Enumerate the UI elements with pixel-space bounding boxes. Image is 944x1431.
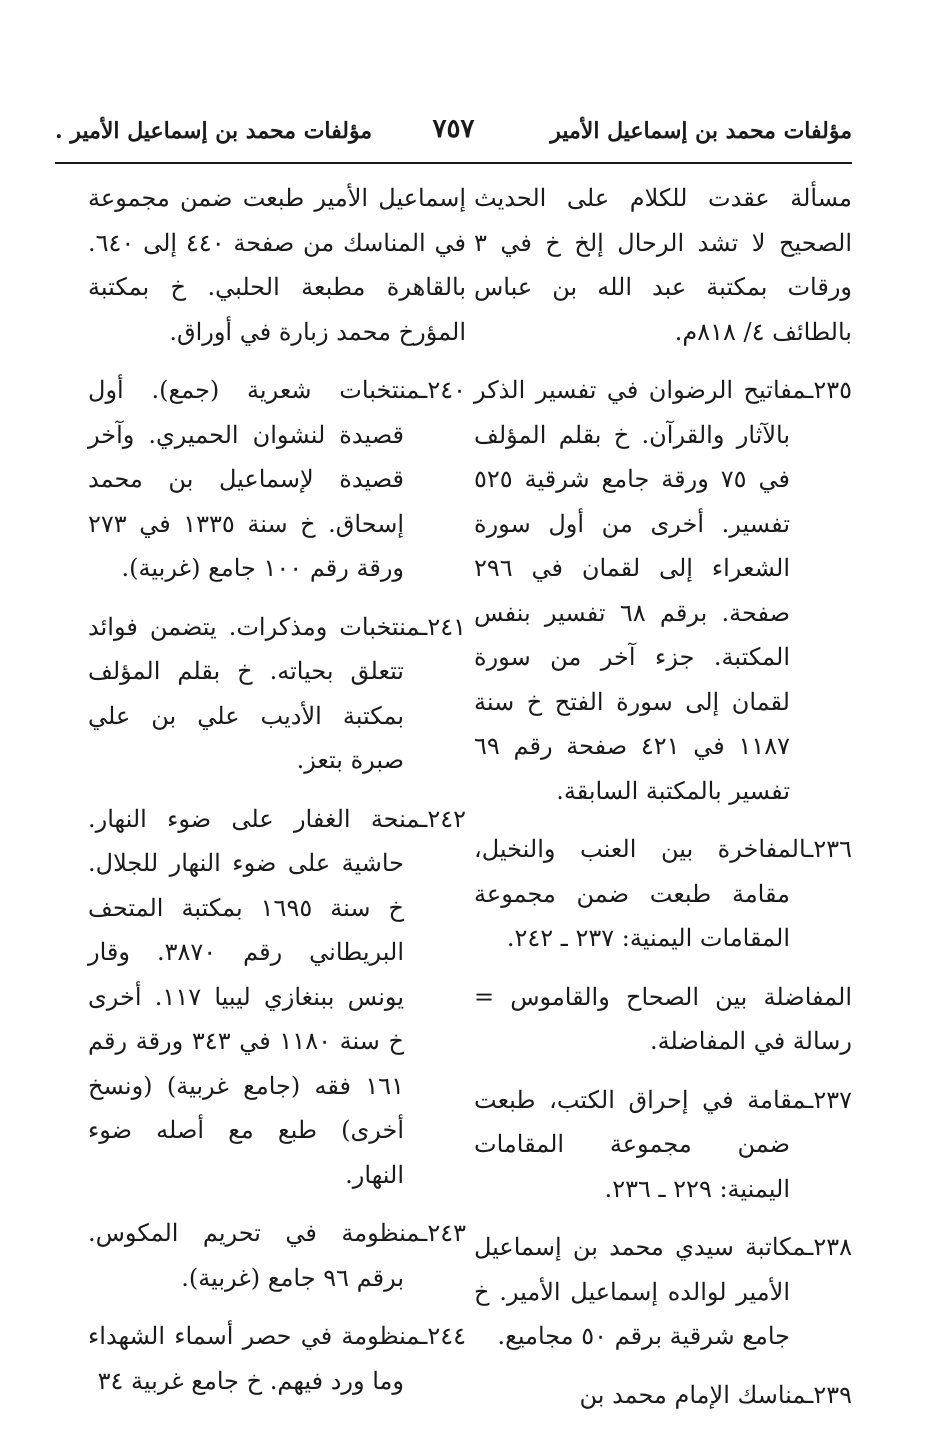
entry-text: منحة الغفار على ضوء النهار. حاشية على ضوء النهار للجلال. خ سنة ١٦٩٥ بمكتبة المتحف البريطاني رقم ٣٨٧٠. وقار يونس ببنغازي ليبيا ١١٧. أخرى خ سنة ١١٨٠ في ٣٤٣ ورقة رقم ١٦١ فقه (جامع غربية) (ونسخ أخرى) طبع مع أصله ضوء النهار.	[88, 804, 421, 1189]
bibliography-entry	[88, 1211, 466, 1300]
bibliography-entry	[88, 1314, 466, 1403]
entry-text: منظومة في حصر أسماء الشهداء وما ورد فيهم. خ جامع غربية ٣٤	[88, 1322, 421, 1395]
entry-text: مفاتيح الرضوان في تفسير الذكر بالآثار والقرآن. خ بقلم المؤلف في ٧٥ ورقة جامع شرقية ٥٢٥ تفسير. أخرى من أول سورة الشعراء إلى لقمان في ٢٩٦ صفحة. برقم ٦٨ تفسير بنفس المكتبة. جزء آخر من سورة لقمان إلى سورة الفتح خ سنة ١١٨٧ في ٤٢١ صفحة رقم ٦٩ تفسير بالمكتبة السابقة.	[474, 376, 807, 805]
entry-number: ٢٤١ـ	[420, 612, 466, 641]
entry-number: ٢٣٩ـ	[806, 1380, 852, 1409]
entry-number: ٢٤٣ـ	[420, 1219, 466, 1247]
bibliography-entry	[474, 1373, 852, 1418]
entry-text: المفاضلة بين الصحاح والقاموس = رسالة في المفاضلة.	[474, 982, 852, 1055]
entry-text: إسماعيل الأمير طبعت ضمن مجموعة في المناسك من صفحة ٤٤٠ إلى ٦٤٠. بالقاهرة مطبعة الحلبي. خ بمكتبة المؤرخ محمد زبارة في أوراق.	[88, 184, 466, 346]
left-column	[88, 176, 466, 1417]
running-header	[55, 112, 852, 164]
entry-text: مقامة في إحراق الكتب، طبعت ضمن مجموعة المقامات اليمنية: ٢٢٩ ـ ٢٣٦.	[474, 1085, 807, 1203]
entry-text: منتخبات ومذكرات. يتضمن فوائد تتعلق بحياته. خ بقلم المؤلف بمكتبة الأديب علي بن علي صبرة بتعز.	[88, 612, 421, 774]
right-column	[474, 176, 852, 1431]
entry-text: مناسك الإمام محمد بن	[579, 1380, 807, 1409]
header-title-left: مؤلفات محمد بن إسماعيل الأمير .	[55, 118, 373, 144]
header-title-right: مؤلفات محمد بن إسماعيل الأمير	[550, 118, 852, 144]
entry-number: ٢٤٤ـ	[420, 1322, 466, 1350]
page-number: ٧٥٧	[432, 114, 475, 144]
bibliography-entry	[88, 797, 466, 1198]
entry-text: منظومة في تحريم المكوس. برقم ٩٦ جامع (غربية).	[88, 1219, 421, 1292]
entry-text: مكاتبة سيدي محمد بن إسماعيل الأمير لوالده إسماعيل الأمير. خ جامع شرقية برقم ٥٠ مجاميع.	[474, 1233, 807, 1350]
bibliography-entry	[474, 368, 852, 813]
entry-text: المفاخرة بين العنب والنخيل، مقامة طبعت ضمن مجموعة المقامات اليمنية: ٢٣٧ ـ ٢٤٢.	[474, 835, 807, 952]
entry-number: ٢٣٧ـ	[806, 1085, 852, 1114]
bibliography-entry	[474, 975, 852, 1064]
bibliography-entry	[88, 605, 466, 783]
entry-number: ٢٤٢ـ	[420, 804, 466, 833]
bibliography-entry	[474, 1225, 852, 1359]
entry-number: ٢٤٠ـ	[420, 376, 466, 404]
bibliography-entry	[474, 176, 852, 354]
entry-text: منتخبات شعرية (جمع). أول قصيدة لنشوان الحميري. وآخر قصيدة لإسماعيل بن محمد إسحاق. خ سنة ١٣٣٥ في ٢٧٣ ورقة رقم ١٠٠ جامع (غربية).	[88, 376, 421, 582]
bibliography-entry	[88, 368, 466, 591]
bibliography-entry	[474, 827, 852, 961]
entry-number: ٢٣٥ـ	[806, 376, 852, 404]
bibliography-entry	[474, 1078, 852, 1212]
entry-text: مسألة عقدت للكلام على الحديث الصحيح لا تشد الرحال إلخ خ في ٣ ورقات بمكتبة عبد الله بن عباس بالطائف ٤/ ٨١٨م.	[474, 184, 852, 346]
entry-number: ٢٣٦ـ	[806, 835, 852, 863]
bibliography-entry	[88, 176, 466, 354]
entry-number: ٢٣٨ـ	[806, 1233, 852, 1261]
